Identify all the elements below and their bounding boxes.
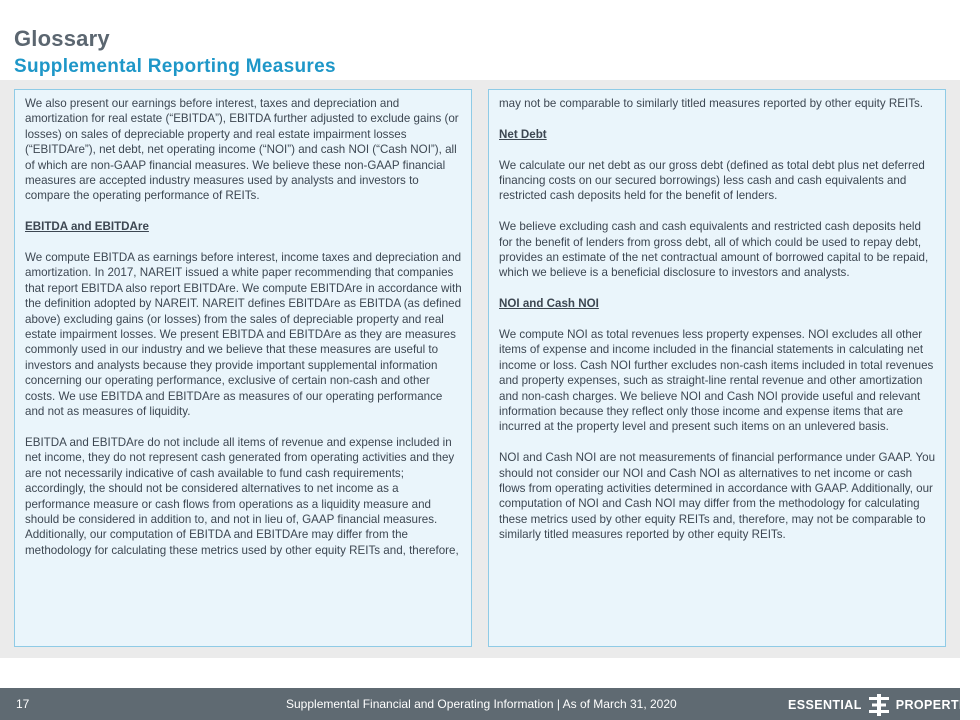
- noi-limitations-paragraph: NOI and Cash NOI are not measurements of financial performance under GAAP. You should not consider our NOI and Cash NOI as alternatives to net income or cash flows from operating activities determined in accordance with GAAP. Additionally, our computation of NOI and Cash NOI may differ from the methodology for calculating these metrics used by other equity REITs and, therefore, may not be comparable to similarly titled measures reported by other equity REITs.: [499, 451, 936, 542]
- ebitda-paragraph: We compute EBITDA as earnings before interest, income taxes and depreciation and amortization. In 2017, NAREIT issued a white paper recommending that companies that report EBITDA also report EBITDAre. We compute EBITDAre in accordance with the definition adopted by NAREIT. NAREIT defines EBITDAre as EBITDA (as defined above) excluding gains (or losses) from the sales of depreciable property and real estate impairment losses. We present EBITDA and EBITDAre as they are measures commonly used in our industry and we believe that these measures are useful to investors and analysts because they provide important supplemental information concerning our operating performance, exclusive of certain non-cash and other costs. We use EBITDA and EBITDAre as measures of our operating performance and not as measures of liquidity.: [25, 251, 462, 419]
- noi-paragraph: We compute NOI as total revenues less property expenses. NOI excludes all other items of expense and income included in the financial statements in calculating net income or loss. Cash NOI further excludes non-cash items included in total revenues and property expenses, such as straight-line rental revenue and other amortization and non-cash charges. We believe NOI and Cash NOI provide useful and relevant information because they reflect only those income and expense items that are incurred at the property level and present such items on an unlevered basis.: [499, 328, 934, 434]
- ebitda-limitations-paragraph: EBITDA and EBITDAre do not include all items of revenue and expense included in net income, they do not represent cash generated from operating activities and they are not necessarily indicative of cash available to fund cash requirements; accordingly, the should not be considered alternatives to net income as a performance measure or cash flows from operations as a liquidity measure and should be considered in addition to, and not in lieu of, GAAP financial measures. Additionally, our computation of EBITDA and EBITDAre may differ from the methodology for calculating these metrics used by other equity REITs and, therefore,: [25, 435, 459, 557]
- net-debt-heading: Net Debt: [499, 127, 547, 141]
- page-subtitle: Supplemental Reporting Measures: [14, 56, 336, 77]
- logo-word-left: ESSENTIAL: [788, 698, 862, 712]
- page-title: Glossary: [14, 26, 110, 51]
- left-text-panel: [14, 89, 472, 647]
- ebitda-heading: EBITDA and EBITDAre: [25, 220, 149, 234]
- noi-heading: NOI and Cash NOI: [499, 297, 599, 311]
- footer-text: Supplemental Financial and Operating Information | As of March 31, 2020: [286, 697, 677, 711]
- net-debt-rationale-paragraph: We believe excluding cash and cash equivalents and restricted cash deposits held for the benefit of lenders from gross debt, all of which could be used to repay debt, provides an estimate of the net contractual amount of borrowed capital to be repaid, which we believe is a beneficial disclosure to investors and analysts.: [499, 220, 929, 280]
- continuation-paragraph: may not be comparable to similarly titled measures reported by other equity REITs.: [499, 97, 924, 110]
- page-number: 17: [16, 697, 30, 711]
- intro-paragraph: We also present our earnings before interest, taxes and depreciation and amortization for real estate (“EBITDA”), EBITDA further adjusted to exclude gains (or losses) on sales of depreciable property and real estate impairment losses (“EBITDAre”), net debt, net operating income (“NOI”) and cash NOI (“Cash NOI”), all of which are non-GAAP financial measures. We believe these non-GAAP financial measures are accepted industry measures used by analysts and investors to compare the operating performance of REITs.: [25, 97, 459, 203]
- logo-mark-icon: [868, 694, 890, 716]
- company-logo: [788, 694, 980, 716]
- footer-bar: [0, 688, 980, 720]
- net-debt-paragraph: We calculate our net debt as our gross debt (defined as total debt plus net deferred financing costs on our secured borrowings) less cash and cash equivalents and restricted cash deposits held for the benefit of lenders.: [499, 158, 925, 203]
- logo-word-right: PROPERTIES: [895, 698, 980, 712]
- right-text-panel: [488, 89, 946, 647]
